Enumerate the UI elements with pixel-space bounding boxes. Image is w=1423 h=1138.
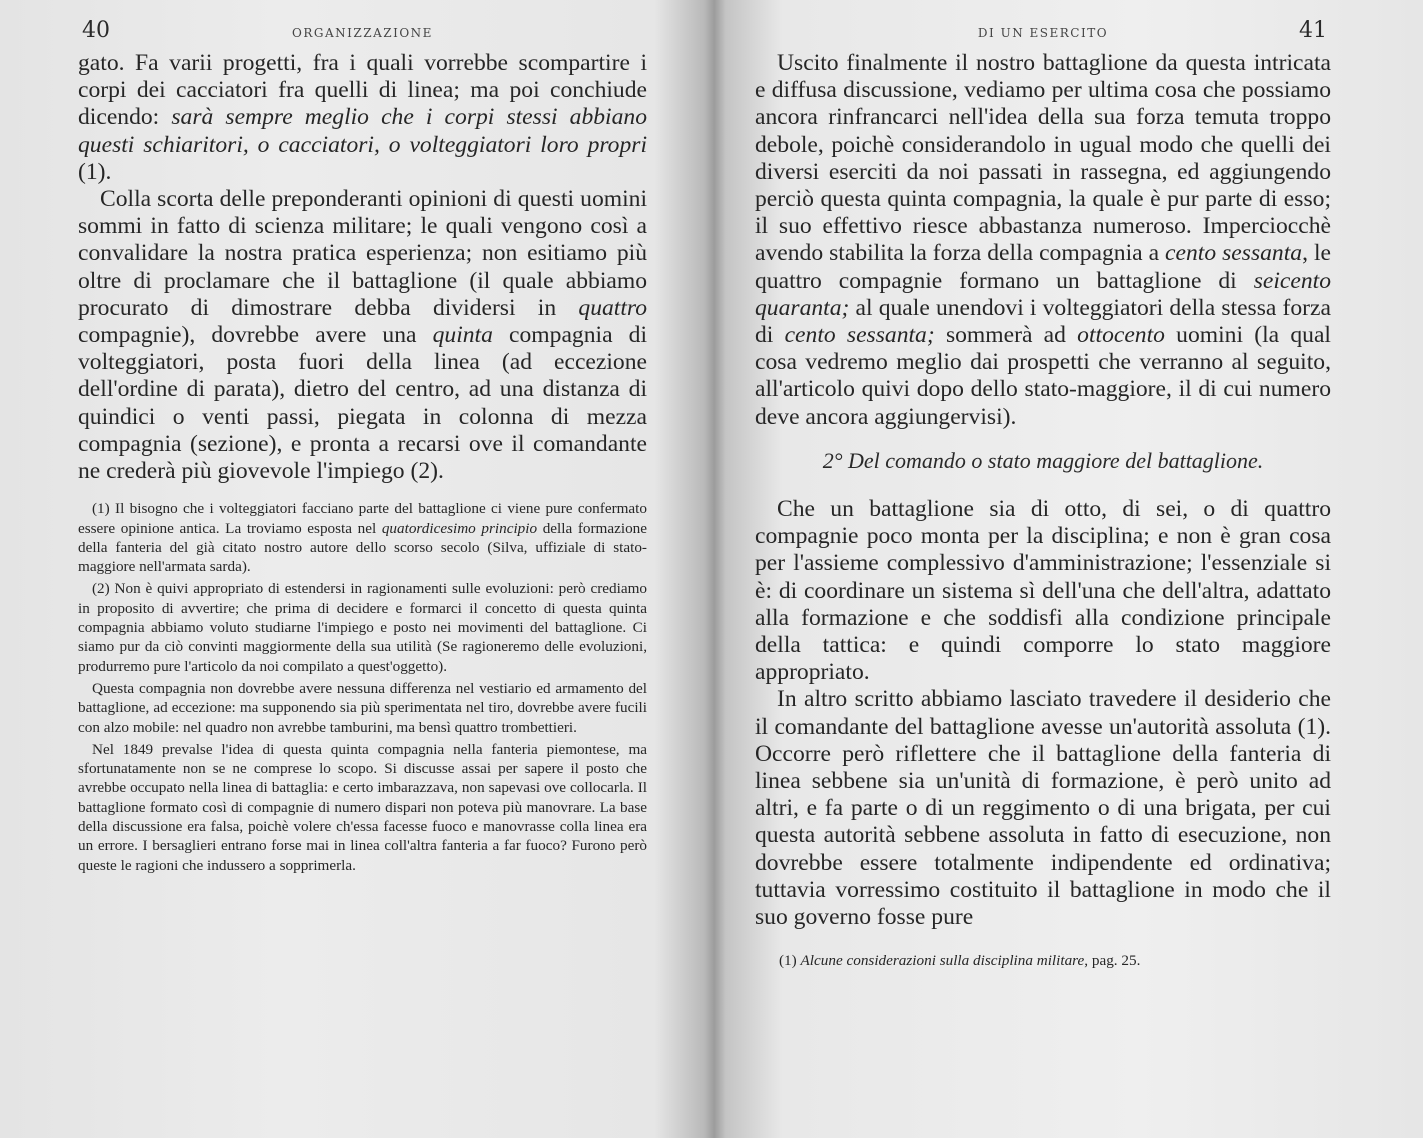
italic-run: cento sessanta xyxy=(1165,240,1303,267)
text-run: (1) Il bisogno che i volteggiatori facciano parte del battaglione ci viene pure confermato essere opinione antica. La troviamo esposta nel xyxy=(78,500,647,537)
right-paragraph xyxy=(755,50,1331,431)
italic-run: quatordicesimo principio xyxy=(381,519,538,537)
text-run: della formazione della fanteria del già citato nostro autore dello scorso secolo (Silva, uffiziale di stato-maggiore nell'armata sarda). xyxy=(78,519,648,576)
italic-run: quattro xyxy=(578,294,647,321)
footnote-1 xyxy=(755,951,1331,970)
italic-run: cento sessanta; xyxy=(784,322,935,349)
right-footnotes xyxy=(755,951,1331,970)
section-heading: 2° Del comando o stato maggiore del battaglione. xyxy=(822,447,1264,473)
right-running-head xyxy=(755,16,1331,50)
italic-run: sarà sempre meglio che i corpi stessi abbiano questi schiaritori, o cacciatori, o volteggiatori loro propri xyxy=(78,104,648,158)
text-run: compagnia di volteggiatori, posta fuori della linea (ad eccezione dell'ordine di parata), dietro del centro, ad una distanza di quindici o venti passi, piegata in colonna di mezza compagnia (sezione), e pronta a recarsi ove il comandante ne crederà più giovevole l'impiego (2). xyxy=(78,322,647,485)
text-run: compagnie), dovrebbe avere una xyxy=(78,322,433,349)
text-run: Colla scorta delle preponderanti opinioni di questi uomini sommi in fatto di scienza militare; le quali vengono così a convalidare la nostra pratica esperienza; non esitiamo più oltre di proclamare che il battaglione (il quale abbiamo procurato di dimostrare debba dividersi in xyxy=(78,186,647,321)
left-page-number: 40 xyxy=(82,18,110,43)
left-running-head xyxy=(78,16,647,50)
text-run: (1). xyxy=(78,158,112,185)
left-page xyxy=(0,0,705,1138)
left-paragraph xyxy=(78,186,647,485)
footnote-1 xyxy=(78,499,647,576)
text-run: , le quattro compagnie formano un battaglione di xyxy=(755,240,1331,294)
italic-run: ottocento xyxy=(1077,322,1165,349)
right-paragraph: In altro scritto abbiamo lasciato travedere il desiderio che il comandante del battaglione avesse un'autorità assoluta (1). Occorre però riflettere che il battaglione della fanteria di linea sebbene sia un'unità di formazione, è però unito ad altri, e fa parte o di un reggimento o di una brigata, per cui questa autorità sebbene assoluta in fatto di esecuzione, non dovrebbe essere totalmente indipendente ed ordinativa; tuttavia vorressimo costituito il battaglione in modo che il suo governo fosse pure xyxy=(755,686,1331,931)
footnote-2-continued: Questa compagnia non dovrebbe avere nessuna differenza nel vestiario ed armamento del battaglione, ad eccezione: ma supponendo sia più sperimentata nel tiro, dovrebbe avere fucili con alzo mobile: nel quadro non avrebbe tamburini, ma bensì quattro trombettieri. xyxy=(78,679,647,736)
right-body-text xyxy=(755,50,1331,931)
text-run: , pag. 25. xyxy=(1084,952,1141,970)
right-page xyxy=(715,0,1423,1138)
italic-run: quinta xyxy=(432,322,493,349)
left-footnotes xyxy=(78,499,647,875)
text-run: Uscito finalmente il nostro battaglione da questa intricata e diffusa discussione, vediamo per ultima cosa che possiamo ancora rinfrancarci nell'idea della sua forza temuta troppo debole, poichè considerandolo in ugual modo che quelli dei diversi eserciti da noi passati in rassegna, ed aggiungendo perciò questa quinta compagnia, la quale è pur parte di esso; il suo effettivo riesce abbastanza numeroso. Imperciocchè avendo stabilita la forza della compagnia a xyxy=(755,50,1331,267)
text-run: gato. Fa varii progetti, fra i quali vorrebbe scompartire i corpi dei cacciatori fra quelli di linea; ma poi conchiude dicendo: xyxy=(78,50,647,131)
italic-run: seicento quaranta; xyxy=(755,267,1331,321)
text-run: uomini (la qual cosa vedremo meglio dai prospetti che verranno al seguito, all'articolo quivi dopo dello stato-maggiore, il di cui numero deve ancora aggiungervisi). xyxy=(755,322,1331,430)
left-paragraph xyxy=(78,50,647,186)
footnote-number: (1) xyxy=(779,952,797,970)
footnote-2-continued: Nel 1849 prevalse l'idea di questa quinta compagnia nella fanteria piemontese, ma sfortunatamente non se ne comprese lo scopo. Si discusse assai per sapere il posto che avrebbe occupato nella linea di battaglia: e certo imbarazzava, non sapevasi ove collocarla. Il battaglione formato così di compagnie di numero dispari non poteva più manovrare. La base della discussione era falsa, poichè volere ch'essa facesse fuoco e manovrasse colla linea era un errore. I bersaglieri entrano forse mai in linea coll'altra fanteria a far fuoco? Furono però queste le ragioni che indussero a sopprimerla. xyxy=(78,740,647,874)
right-paragraph: Che un battaglione sia di otto, di sei, o di quattro compagnie poco monta per la disciplina; e non è gran cosa per l'assieme complessivo d'amministrazione; l'essenziale si è: di coordinare un sistema sì dell'una che dell'altra, adattato alla formazione e che soddisfi alla condizione principale della tattica: e quindi comporre lo stato maggiore appropriato. xyxy=(755,496,1331,686)
footnote-2: (2) Non è quivi appropriato di estendersi in ragionamenti sulle evoluzioni: però crediamo in proposito di avvertire; che prima di decidere e formarci il concetto di questa quinta compagnia abbiamo voluto studiarne l'impiego e posto nei movimenti del battaglione. Ci siamo pur da ciò convinti maggiormente della sua utilità (Se ragioneremo delle evoluzioni, produrremo pure l'articolo da noi compilato a quest'oggetto). xyxy=(78,580,647,675)
text-run: sommerà ad xyxy=(934,322,1078,349)
left-running-title: ORGANIZZAZIONE xyxy=(292,26,433,40)
italic-run: Alcune considerazioni sulla disciplina militare xyxy=(800,952,1085,970)
right-running-title: DI UN ESERCITO xyxy=(977,26,1109,40)
right-page-number: 41 xyxy=(1299,18,1327,43)
left-body-text xyxy=(78,50,647,485)
text-run: al quale unendovi i volteggiatori della stessa forza di xyxy=(755,294,1331,349)
